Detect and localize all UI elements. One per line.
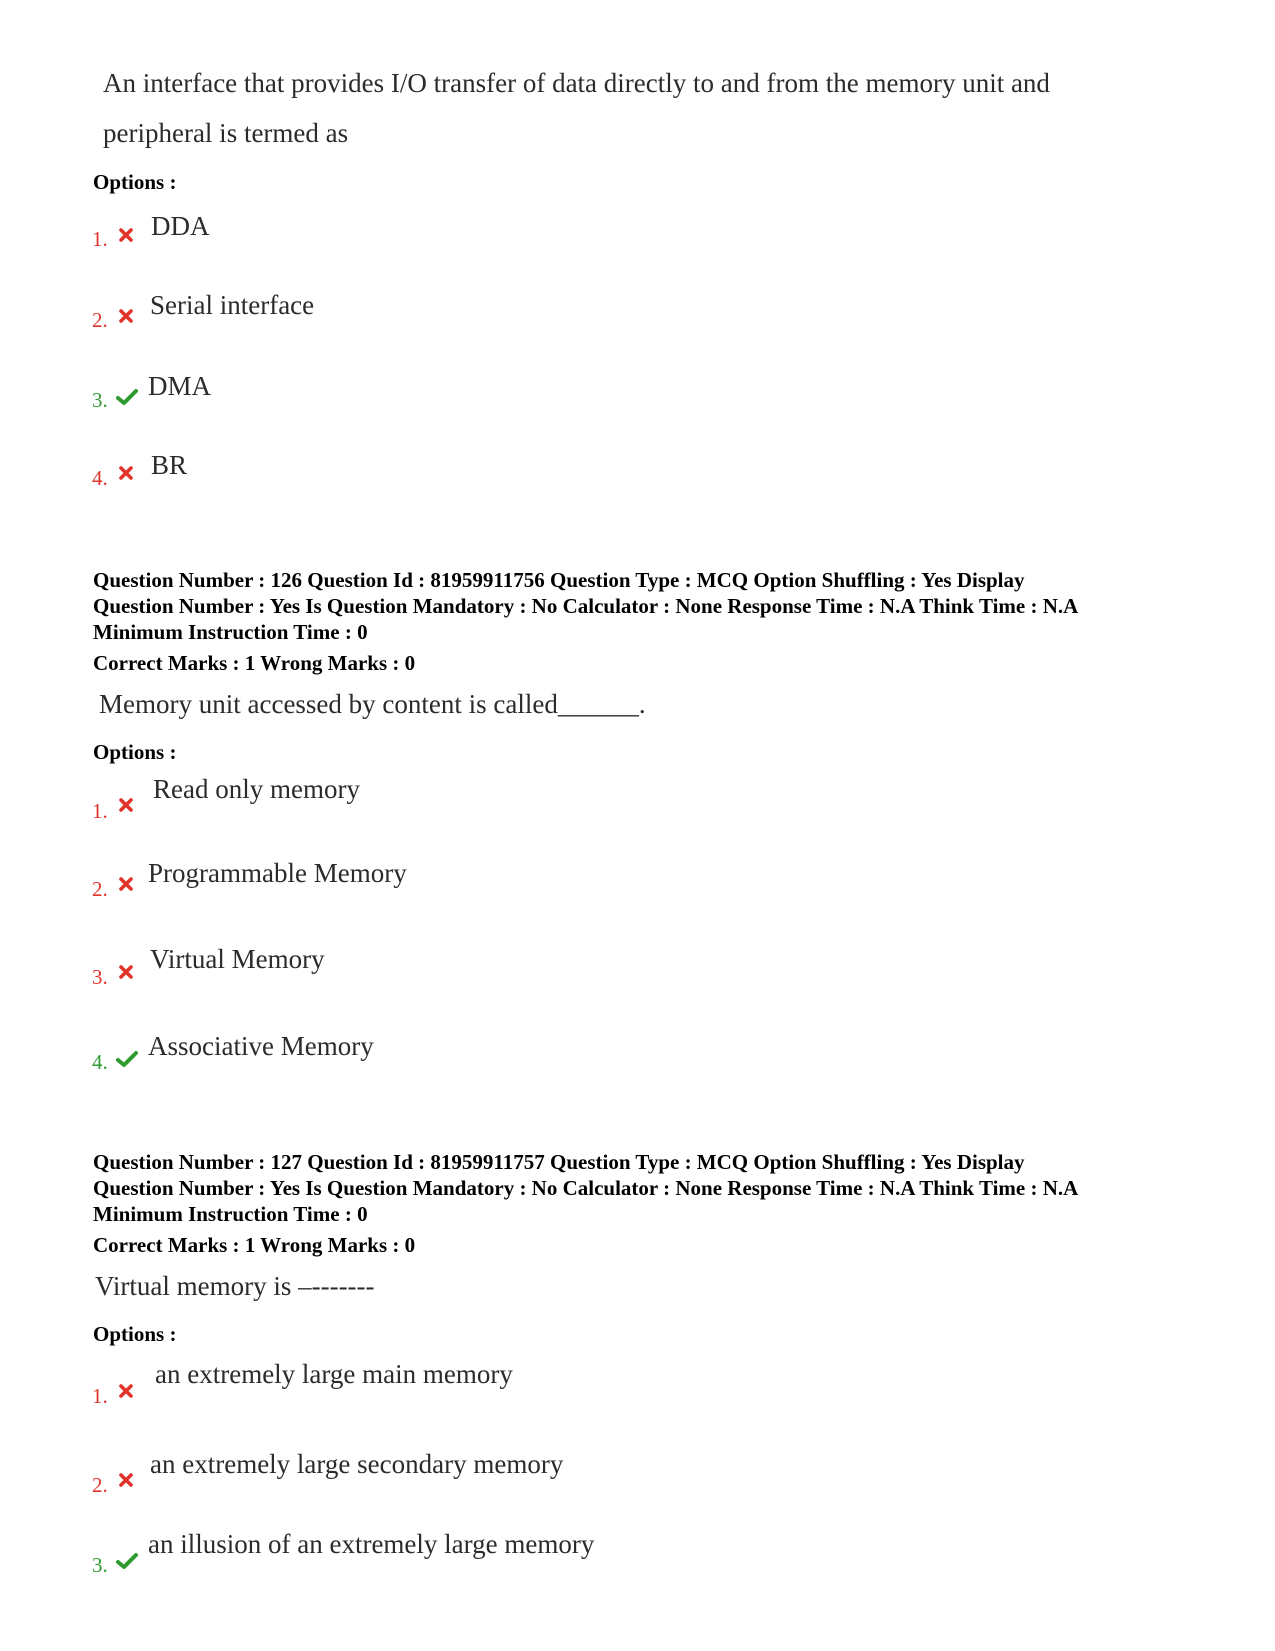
option-text: Serial interface bbox=[150, 290, 315, 320]
question-text: Virtual memory is –------- bbox=[95, 1271, 375, 1301]
option-number: 3. bbox=[92, 388, 108, 412]
question-meta-line2: Question Number : Yes Is Question Mandatory : No Calculator : None Response Time : N.A Think Time : N.A bbox=[93, 594, 1079, 618]
question-meta-line1: Question Number : 126 Question Id : 81959911756 Question Type : MCQ Option Shuffling : Yes Display bbox=[93, 568, 1025, 592]
option-text: DMA bbox=[148, 371, 212, 401]
question-marks: Correct Marks : 1 Wrong Marks : 0 bbox=[93, 651, 416, 675]
options-label: Options : bbox=[93, 740, 177, 764]
option-number: 3. bbox=[92, 1553, 108, 1577]
options-label: Options : bbox=[93, 1322, 177, 1346]
option-text: an illusion of an extremely large memory bbox=[148, 1529, 595, 1559]
question-meta-line1: Question Number : 127 Question Id : 81959911757 Question Type : MCQ Option Shuffling : Yes Display bbox=[93, 1150, 1025, 1174]
question-text: Memory unit accessed by content is called______. bbox=[99, 689, 646, 719]
option-number: 2. bbox=[92, 877, 108, 901]
option-text: DDA bbox=[151, 211, 210, 241]
cross-icon bbox=[118, 308, 134, 324]
cross-icon bbox=[118, 1472, 134, 1488]
option-number: 2. bbox=[92, 1473, 108, 1497]
question-text-line1: An interface that provides I/O transfer of data directly to and from the memory unit and bbox=[103, 68, 1050, 98]
option-text: Programmable Memory bbox=[148, 858, 407, 888]
option-text: Associative Memory bbox=[148, 1031, 374, 1061]
question-meta-line2: Question Number : Yes Is Question Mandatory : No Calculator : None Response Time : N.A Think Time : N.A bbox=[93, 1176, 1079, 1200]
cross-icon bbox=[118, 964, 134, 980]
cross-icon bbox=[118, 465, 134, 481]
option-number: 1. bbox=[92, 799, 108, 823]
question-text-line2: peripheral is termed as bbox=[103, 118, 349, 148]
check-icon bbox=[116, 388, 138, 406]
question-meta-line3: Minimum Instruction Time : 0 bbox=[93, 1202, 368, 1226]
check-icon bbox=[116, 1552, 138, 1570]
cross-icon bbox=[118, 1383, 134, 1399]
option-text: BR bbox=[151, 450, 188, 480]
option-text: an extremely large secondary memory bbox=[150, 1449, 564, 1479]
option-text: Read only memory bbox=[153, 774, 360, 804]
question-meta-line3: Minimum Instruction Time : 0 bbox=[93, 620, 368, 644]
option-number: 1. bbox=[92, 227, 108, 251]
options-label: Options : bbox=[93, 170, 177, 194]
cross-icon bbox=[118, 227, 134, 243]
check-icon bbox=[116, 1050, 138, 1068]
option-number: 4. bbox=[92, 1050, 108, 1074]
option-number: 2. bbox=[92, 308, 108, 332]
cross-icon bbox=[118, 797, 134, 813]
option-number: 1. bbox=[92, 1384, 108, 1408]
option-text: Virtual Memory bbox=[150, 944, 325, 974]
question-marks: Correct Marks : 1 Wrong Marks : 0 bbox=[93, 1233, 416, 1257]
cross-icon bbox=[118, 876, 134, 892]
option-number: 3. bbox=[92, 965, 108, 989]
option-number: 4. bbox=[92, 466, 108, 490]
option-text: an extremely large main memory bbox=[155, 1359, 513, 1389]
